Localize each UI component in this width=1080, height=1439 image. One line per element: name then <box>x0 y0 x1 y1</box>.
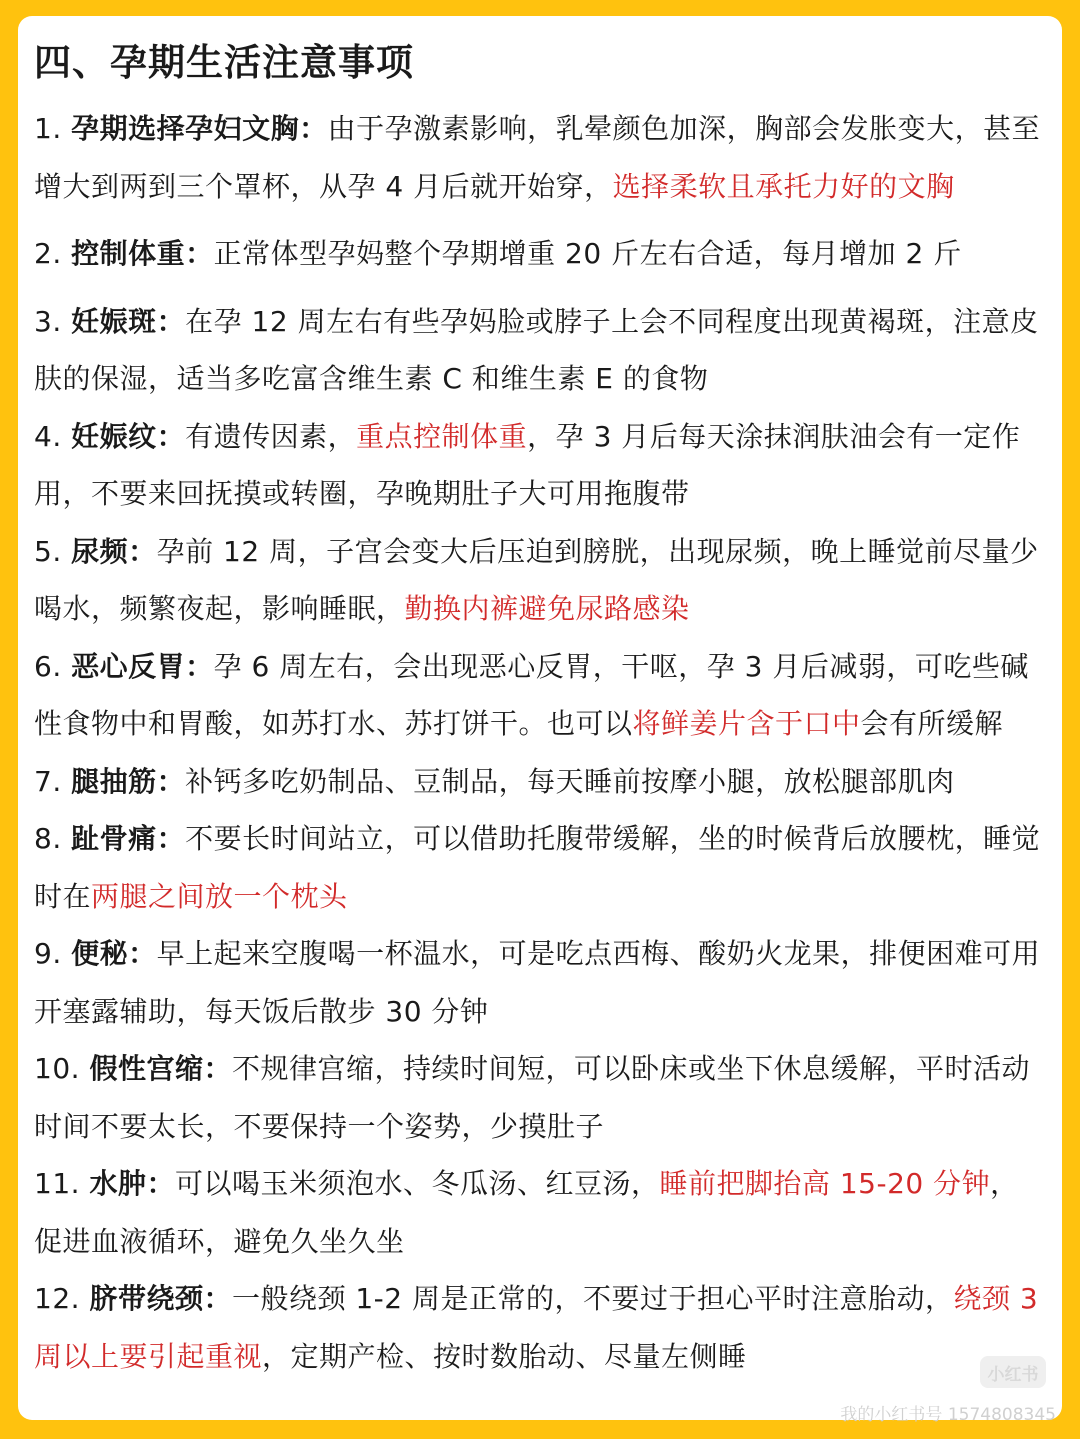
item-number: 6. <box>34 649 62 683</box>
item-label: 腿抽筋： <box>71 764 186 798</box>
item-text: 由于孕激素影响，乳晕颜色加深，胸部会发胀变大，甚至增大到两到三个罩杯，从孕 4 月后就开始穿， <box>34 112 1041 203</box>
content-card <box>18 16 1062 1420</box>
item-text-tail: ，促进血液循环，避免久坐久坐 <box>34 1167 1019 1258</box>
item-label: 趾骨痛： <box>71 822 186 855</box>
list-item <box>34 1040 1046 1155</box>
item-label: 恶心反胃： <box>71 649 214 683</box>
item-label: 控制体重： <box>71 237 214 270</box>
item-label: 妊娠纹： <box>71 419 186 453</box>
list-item <box>34 225 1046 283</box>
item-highlight: 勤换内裤避免尿路感染 <box>404 592 690 625</box>
list-item <box>34 293 1046 408</box>
item-number: 7. <box>34 764 62 798</box>
list-item <box>34 753 1046 811</box>
item-text: 可以喝玉米须泡水、冬瓜汤、红豆汤， <box>174 1167 660 1200</box>
item-label: 便秘： <box>71 937 157 970</box>
item-number: 2. <box>34 237 62 270</box>
item-text: 补钙多吃奶制品、豆制品，每天睡前按摩小腿，放松腿部肌肉 <box>185 764 955 798</box>
item-text: 孕前 12 周，子宫会变大后压迫到膀胱，出现尿频，晚上睡觉前尽量少喝水，频繁夜起，影响睡眠， <box>34 534 1039 625</box>
list-item <box>34 925 1046 1040</box>
item-highlight: 将鲜姜片含于口中 <box>632 707 861 740</box>
item-number: 10. <box>34 1052 81 1085</box>
list-item <box>34 810 1046 925</box>
list-item <box>34 1270 1046 1385</box>
item-text: 早上起来空腹喝一杯温水，可是吃点西梅、酸奶火龙果，排便困难可用开塞露辅助，每天饭后散步 30 分钟 <box>34 937 1041 1028</box>
item-label: 脐带绕颈： <box>89 1282 232 1315</box>
item-text-tail: 会有所缓解 <box>860 707 1004 740</box>
item-number: 5. <box>34 534 72 568</box>
list-item <box>34 1155 1046 1270</box>
watermark-text: 我的小红书号 1574808345 <box>840 1405 1056 1425</box>
item-number: 4. <box>34 419 62 453</box>
item-text: 正常体型孕妈整个孕期增重 20 斤左右合适，每月增加 2 斤 <box>213 237 962 270</box>
item-highlight: 睡前把脚抬高 15-20 分钟 <box>659 1167 991 1200</box>
item-number: 8. <box>34 822 62 855</box>
item-text-tail: ，孕 3 月后每天涂抹润肤油会有一定作用，不要来回抚摸或转圈，孕晚期肚子大可用拖腹带 <box>34 419 1021 510</box>
page-title: 四、孕期生活注意事项 <box>34 41 414 84</box>
item-number: 11. <box>34 1167 81 1200</box>
item-text: 有遗传因素， <box>185 419 357 453</box>
item-text: 孕 6 周左右，会出现恶心反胃，干呕，孕 3 月后减弱，可吃些碱性食物中和胃酸，如苏打水、苏打饼干。也可以 <box>34 649 1029 740</box>
item-text: 一般绕颈 1-2 周是正常的，不要过于担心平时注意胎动， <box>231 1282 954 1315</box>
item-text-tail: ，定期产检、按时数胎动、尽量左侧睡 <box>262 1339 747 1373</box>
item-highlight: 绕颈 3 周以上要引起重视 <box>34 1282 1039 1373</box>
item-number: 9. <box>34 937 62 970</box>
list-item <box>34 100 1046 215</box>
item-label: 水肿： <box>89 1167 175 1200</box>
item-label: 尿频： <box>71 534 157 568</box>
item-number: 3. <box>34 304 62 338</box>
tips-list <box>34 100 1046 1385</box>
list-item <box>34 523 1046 638</box>
item-label: 假性宫缩： <box>89 1052 232 1085</box>
item-highlight: 重点控制体重 <box>356 419 528 453</box>
item-number: 12. <box>34 1282 81 1315</box>
item-text: 不要长时间站立，可以借助托腹带缓解，坐的时候背后放腰枕，睡觉时在 <box>34 822 1041 913</box>
item-label: 妊娠斑： <box>71 304 186 338</box>
list-item <box>34 408 1046 523</box>
item-label: 孕期选择孕妇文胸： <box>71 112 328 145</box>
item-highlight: 两腿之间放一个枕头 <box>91 879 348 913</box>
watermark-logo: 小红书 <box>980 1356 1046 1388</box>
item-highlight: 选择柔软且承托力好的文胸 <box>612 169 955 203</box>
item-text: 不规律宫缩，持续时间短，可以卧床或坐下休息缓解，平时活动时间不要太长，不要保持一个姿势，少摸肚子 <box>34 1052 1030 1143</box>
list-item <box>34 638 1046 753</box>
item-text: 在孕 12 周左右有些孕妈脸或脖子上会不同程度出现黄褐斑，注意皮肤的保湿，适当多吃富含维生素 C 和维生素 E 的食物 <box>34 304 1039 395</box>
item-number: 1. <box>34 112 62 145</box>
